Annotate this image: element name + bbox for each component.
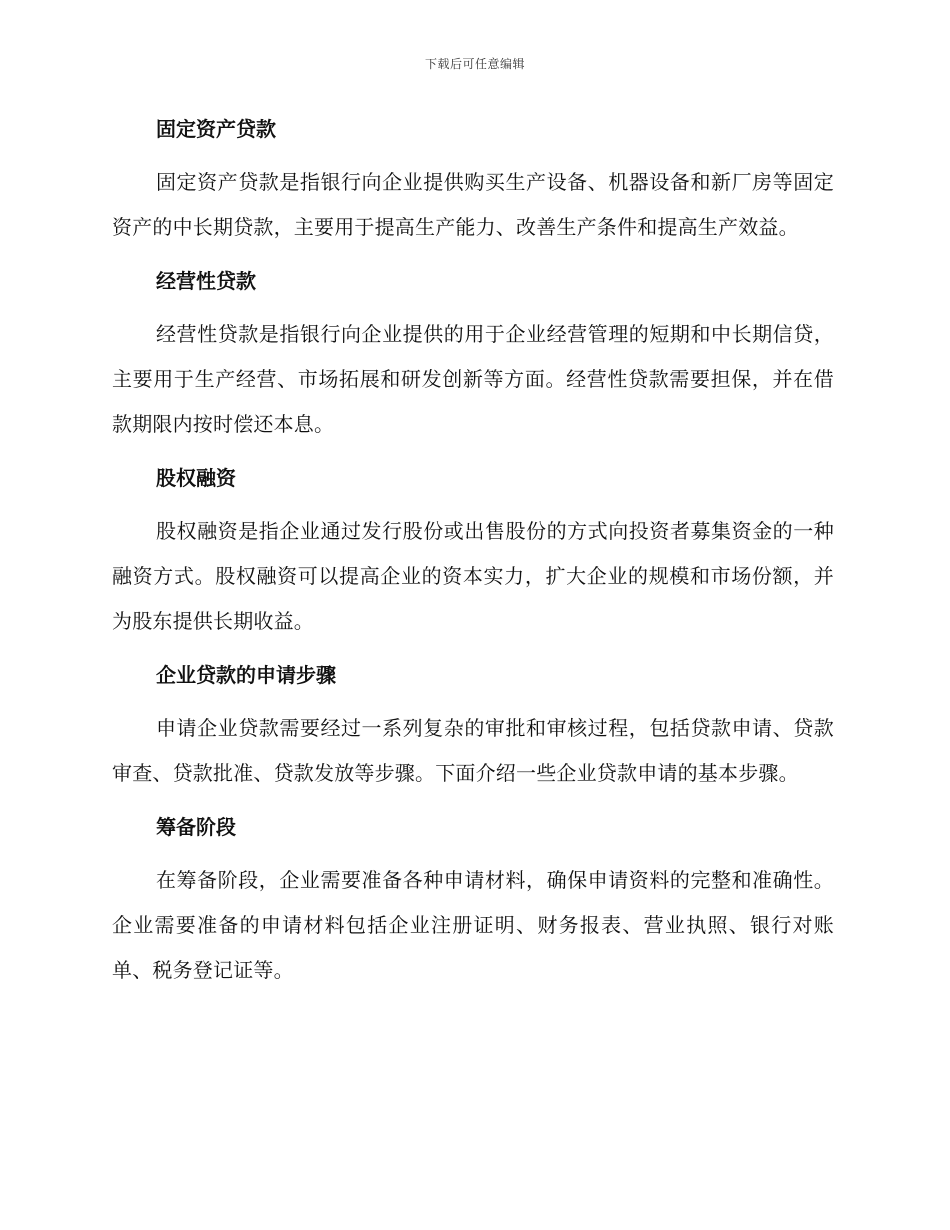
section-title: 固定资产贷款	[156, 117, 276, 141]
section-fixed-asset-loan	[112, 110, 834, 250]
section-preparation-stage	[112, 808, 834, 993]
section-title: 经营性贷款	[156, 269, 256, 293]
section-equity-financing	[112, 459, 834, 644]
section-title: 企业贷款的申请步骤	[156, 663, 336, 687]
document-body	[112, 110, 834, 1005]
section-paragraph: 股权融资是指企业通过发行股份或出售股份的方式向投资者募集资金的一种融资方式。股权融资可以提高企业的资本实力，扩大企业的规模和市场份额，并为股东提供长期收益。	[112, 519, 834, 633]
section-loan-application-steps	[112, 656, 834, 796]
section-paragraph: 固定资产贷款是指银行向企业提供购买生产设备、机器设备和新厂房等固定资产的中长期贷款，主要用于提高生产能力、改善生产条件和提高生产效益。	[112, 170, 834, 239]
section-paragraph: 在筹备阶段，企业需要准备各种申请材料，确保申请资料的完整和准确性。企业需要准备的申请材料包括企业注册证明、财务报表、营业执照、银行对账单、税务登记证等。	[112, 868, 834, 982]
section-title: 股权融资	[156, 466, 236, 490]
section-title: 筹备阶段	[156, 815, 236, 839]
section-paragraph: 申请企业贷款需要经过一系列复杂的审批和审核过程，包括贷款申请、贷款审查、贷款批准、贷款发放等步骤。下面介绍一些企业贷款申请的基本步骤。	[112, 716, 834, 785]
section-paragraph: 经营性贷款是指银行向企业提供的用于企业经营管理的短期和中长期信贷，主要用于生产经营、市场拓展和研发创新等方面。经营性贷款需要担保，并在借款期限内按时偿还本息。	[112, 322, 834, 436]
page-header: 下载后可任意编辑	[424, 57, 525, 71]
section-operating-loan	[112, 262, 834, 447]
